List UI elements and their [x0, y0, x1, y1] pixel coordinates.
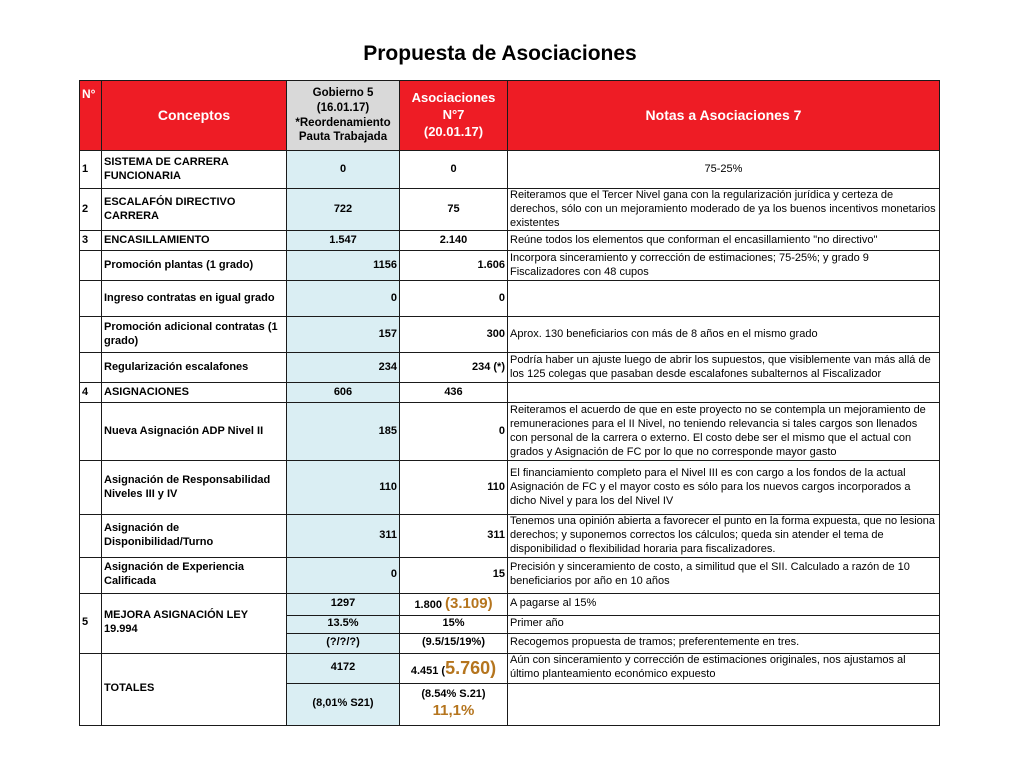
note-cell: Recogemos propuesta de tramos; preferentemente en tres.	[508, 633, 940, 653]
table-row	[80, 281, 940, 317]
row-number	[80, 251, 102, 281]
asociaciones-value: (9.5/15/19%)	[400, 633, 508, 653]
totals-asociaciones-pct-main: (8.54% S.21)	[421, 687, 486, 700]
gobierno-value: 110	[287, 461, 400, 515]
note-cell: 75-25%	[508, 151, 940, 189]
concept-cell: ASIGNACIONES	[102, 383, 287, 403]
concept-cell: Asignación de Experiencia Calificada	[102, 557, 287, 593]
asociaciones-value	[400, 593, 508, 615]
gobierno-value: 1.547	[287, 231, 400, 251]
asociaciones-value: 234 (*)	[400, 353, 508, 383]
header-row	[80, 81, 940, 151]
asociaciones-value: 300	[400, 317, 508, 353]
totals-asociaciones-main: 4.451 (	[410, 664, 446, 677]
gobierno-value: 157	[287, 317, 400, 353]
note-cell: Incorpora sinceramiento y corrección de estimaciones; 75-25%; y grado 9 Fiscalizadores con 48 cupos	[508, 251, 940, 281]
gobierno-value: 1156	[287, 251, 400, 281]
table-row	[80, 231, 940, 251]
asociaciones-value: 311	[400, 515, 508, 557]
gobierno-value: 13.5%	[287, 615, 400, 633]
asociaciones-value: 1.606	[400, 251, 508, 281]
totals-asociaciones-pct-extra: 11,1%	[432, 701, 475, 719]
header-conceptos: Conceptos	[102, 81, 287, 151]
row-number: 4	[80, 383, 102, 403]
row-number	[80, 403, 102, 461]
gobierno-value: 185	[287, 403, 400, 461]
row-number: 3	[80, 231, 102, 251]
row-number	[80, 557, 102, 593]
table-row	[80, 353, 940, 383]
gobierno-value: 0	[287, 557, 400, 593]
proposal-table	[79, 80, 940, 726]
totals-asociaciones	[400, 653, 508, 683]
row-number	[80, 461, 102, 515]
header-notas: Notas a Asociaciones 7	[508, 81, 940, 151]
header-num: N°	[80, 81, 102, 151]
note-cell: Tenemos una opinión abierta a favorecer el punto en la forma expuesta, que no lesiona derechos; y suponemos correctos los cálculos; queda sin atender el tema de disponibilidad o flexibilidad horaria para fiscalizadores.	[508, 515, 940, 557]
page-title: Propuesta de Asociaciones	[363, 42, 637, 65]
totals-asociaciones-pct	[400, 683, 508, 725]
asociaciones-value: 0	[400, 403, 508, 461]
table-row	[80, 383, 940, 403]
note-cell: Precisión y sinceramiento de costo, a similitud que el SII. Calculado a razón de 10 beneficiarios por año en 10 años	[508, 557, 940, 593]
concept-cell: Regularización escalafones	[102, 353, 287, 383]
table-row	[80, 557, 940, 593]
concept-cell: Asignación de Disponibilidad/Turno	[102, 515, 287, 557]
row-number	[80, 515, 102, 557]
concept-cell: MEJORA ASIGNACIÓN LEY 19.994	[102, 593, 287, 653]
gobierno-value: 311	[287, 515, 400, 557]
concept-cell: Nueva Asignación ADP Nivel II	[102, 403, 287, 461]
header-asociaciones-line: (20.01.17)	[423, 123, 484, 139]
asociaciones-extra: (3.109)	[445, 594, 493, 612]
header-gobierno	[287, 81, 400, 151]
totals-gobierno-pct: (8,01% S21)	[287, 683, 400, 725]
gobierno-value: 0	[287, 281, 400, 317]
table-row	[80, 461, 940, 515]
row-number	[80, 353, 102, 383]
gobierno-value: 606	[287, 383, 400, 403]
header-asociaciones-line: Asociaciones	[411, 90, 496, 106]
row-number: 5	[80, 593, 102, 653]
asociaciones-value: 110	[400, 461, 508, 515]
totals-gobierno: 4172	[287, 653, 400, 683]
table-row	[80, 189, 940, 231]
header-gobierno-line: (16.01.17)	[316, 101, 370, 114]
note-cell: A pagarse al 15%	[508, 593, 940, 615]
note-cell	[508, 281, 940, 317]
asociaciones-value: 2.140	[400, 231, 508, 251]
note-cell: Aún con sinceramiento y corrección de estimaciones originales, nos ajustamos al último planteamiento económico expuesto	[508, 653, 940, 683]
concept-cell: Asignación de Responsabilidad Niveles III y IV	[102, 461, 287, 515]
row-number	[80, 653, 102, 725]
note-cell: Reúne todos los elementos que conforman el encasillamiento "no directivo"	[508, 231, 940, 251]
header-gobierno-line: Gobierno 5	[312, 86, 374, 99]
row-number	[80, 317, 102, 353]
header-gobierno-line: Pauta Trabajada	[298, 131, 388, 144]
totals-asociaciones-extra: 5.760)	[445, 657, 497, 678]
header-asociaciones-line: N°7	[442, 107, 465, 123]
note-cell: Primer año	[508, 615, 940, 633]
row-number	[80, 281, 102, 317]
asociaciones-value: 0	[400, 151, 508, 189]
table-row	[80, 593, 940, 615]
totals-label: TOTALES	[102, 653, 287, 725]
asociaciones-value: 15%	[400, 615, 508, 633]
gobierno-value: 722	[287, 189, 400, 231]
asociaciones-value: 75	[400, 189, 508, 231]
gobierno-value: (?/?/?)	[287, 633, 400, 653]
note-cell	[508, 683, 940, 725]
totals-row	[80, 653, 940, 683]
asociaciones-value: 0	[400, 281, 508, 317]
note-cell	[508, 383, 940, 403]
note-cell: Podría haber un ajuste luego de abrir los supuestos, que visiblemente van más allá de los 125 colegas que pasaban desde escalafones subalternos al Fiscalizador	[508, 353, 940, 383]
note-cell: Aprox. 130 beneficiarios con más de 8 años en el mismo grado	[508, 317, 940, 353]
note-cell: El financiamiento completo para el Nivel III es con cargo a los fondos de la actual Asignación de FC y el mayor costo es sólo para los nuevos cargos incorporados a dicho Nivel y para los del Nivel IV	[508, 461, 940, 515]
gobierno-value: 1297	[287, 593, 400, 615]
table-row	[80, 251, 940, 281]
note-cell: Reiteramos que el Tercer Nivel gana con la regularización jurídica y certeza de derechos, sólo con un mejoramiento moderado de ya los buenos incentivos monetarios existentes	[508, 189, 940, 231]
gobierno-value: 0	[287, 151, 400, 189]
note-cell: Reiteramos el acuerdo de que en este proyecto no se contempla un mejoramiento de remuneraciones para el II Nivel, no teniendo relevancia si tales cargos son llenados con personal de la carrera o externo. El costo debe ser el mismo que el actual con grados y Asignación de FC por lo que no corresponde mayor gasto	[508, 403, 940, 461]
concept-cell: ESCALAFÓN DIRECTIVO CARRERA	[102, 189, 287, 231]
header-gobierno-line: *Reordenamiento	[295, 116, 391, 129]
concept-cell: Ingreso contratas en igual grado	[102, 281, 287, 317]
asociaciones-main: 1.800	[414, 598, 442, 611]
concept-cell: SISTEMA DE CARRERA FUNCIONARIA	[102, 151, 287, 189]
concept-cell: Promoción plantas (1 grado)	[102, 251, 287, 281]
table-row	[80, 317, 940, 353]
asociaciones-value: 15	[400, 557, 508, 593]
table-row	[80, 515, 940, 557]
gobierno-value: 234	[287, 353, 400, 383]
asociaciones-value: 436	[400, 383, 508, 403]
row-number: 1	[80, 151, 102, 189]
concept-cell: ENCASILLAMIENTO	[102, 231, 287, 251]
table-row	[80, 151, 940, 189]
table-row	[80, 403, 940, 461]
row-number: 2	[80, 189, 102, 231]
concept-cell: Promoción adicional contratas (1 grado)	[102, 317, 287, 353]
header-asociaciones	[400, 81, 508, 151]
